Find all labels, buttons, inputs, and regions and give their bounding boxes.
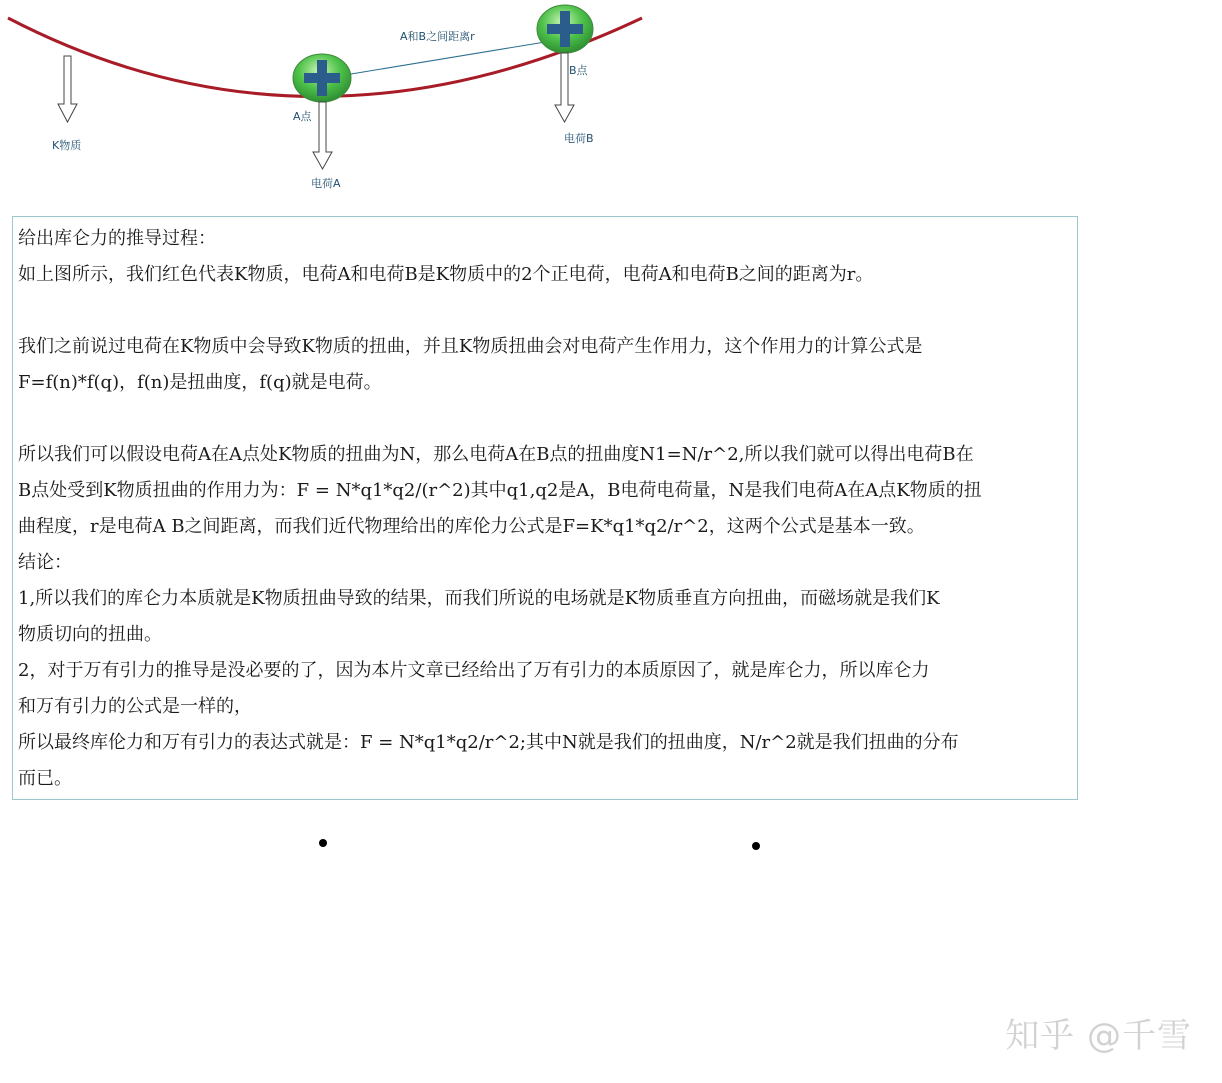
text-line: 所以我们可以假设电荷A在A点处K物质的扭曲为N，那么电荷A在B点的扭曲度N1=N/r^2,所以我们就可以得出电荷B在 xyxy=(18,444,974,465)
text-line: 1,所以我们的库仑力本质就是K物质扭曲导致的结果，而我们所说的电场就是K物质垂直方向扭曲，而磁场就是我们K xyxy=(18,588,940,609)
charge-b-ball xyxy=(537,5,593,53)
bullet-dot xyxy=(319,839,327,847)
text-line: 而已。 xyxy=(18,768,72,789)
derivation-text-box xyxy=(12,216,1078,800)
charge-a-ball xyxy=(293,54,351,102)
text-line: B点处受到K物质扭曲的作用力为：F = N*q1*q2/(r^2)其中q1,q2是A，B电荷电荷量，N是我们电荷A在A点K物质的扭 xyxy=(18,480,982,501)
text-line: 2，对于万有引力的推导是没必要的了，因为本片文章已经给出了万有引力的本质原因了，就是库仑力，所以库仑力 xyxy=(18,660,930,681)
text-line: 物质切向的扭曲。 xyxy=(18,624,162,645)
text-line: 我们之前说过电荷在K物质中会导致K物质的扭曲，并且K物质扭曲会对电荷产生作用力，这个作用力的计算公式是 xyxy=(18,336,923,357)
text-line: 给出库仑力的推导过程： xyxy=(18,228,216,249)
charge-a-label: 电荷A xyxy=(311,177,341,190)
point-b-label: B点 xyxy=(569,64,588,77)
bullet-dot xyxy=(752,842,760,850)
distance-label: A和B之间距离r xyxy=(400,30,475,43)
point-a-label: A点 xyxy=(293,110,312,123)
charge-b-label: 电荷B xyxy=(564,132,594,145)
text-line: 曲程度，r是电荷A B之间距离，而我们近代物理给出的库伦力公式是F=K*q1*q2/r^2，这两个公式是基本一致。 xyxy=(18,516,925,537)
zhihu-watermark: 知乎 @千雪 xyxy=(1005,1016,1192,1056)
k-material-diagram xyxy=(0,0,700,205)
text-line: F=f(n)*f(q)，f(n)是扭曲度，f(q)就是电荷。 xyxy=(18,372,382,393)
charge-a-arrow xyxy=(313,102,332,169)
blank-line xyxy=(18,401,1077,437)
k-material-label: K物质 xyxy=(52,139,82,152)
text-line: 如上图所示，我们红色代表K物质，电荷A和电荷B是K物质中的2个正电荷，电荷A和电荷B之间的距离为r。 xyxy=(18,264,874,285)
distance-line xyxy=(345,42,545,75)
blank-line xyxy=(18,293,1077,329)
k-material-arrow xyxy=(58,56,77,122)
text-line: 所以最终库伦力和万有引力的表达式就是：F = N*q1*q2/r^2;其中N就是我们的扭曲度，N/r^2就是我们扭曲的分布 xyxy=(18,732,959,753)
text-line: 和万有引力的公式是一样的， xyxy=(18,696,252,717)
text-line: 结论： xyxy=(18,552,72,573)
